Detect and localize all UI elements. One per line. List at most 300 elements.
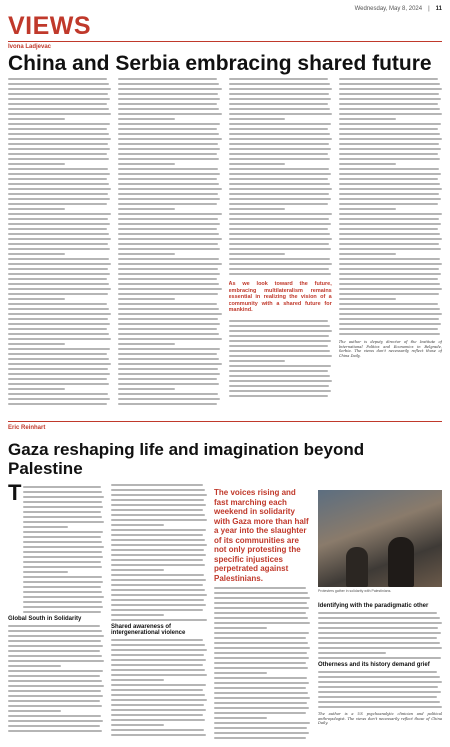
text-line — [8, 193, 108, 195]
text-line — [339, 93, 439, 95]
text-line — [214, 652, 307, 654]
text-line — [214, 592, 308, 594]
article2-column-4 — [318, 600, 442, 742]
text-line — [8, 715, 101, 717]
text-line — [229, 263, 332, 265]
text-line — [118, 393, 218, 395]
text-line — [339, 258, 440, 260]
text-line — [8, 640, 101, 642]
text-line — [8, 665, 61, 667]
text-line — [8, 725, 100, 727]
text-line — [229, 258, 330, 260]
text-line — [339, 118, 396, 120]
text-line — [214, 657, 309, 659]
text-line — [8, 203, 107, 205]
text-line — [229, 390, 331, 392]
text-line — [229, 385, 329, 387]
article1-column-4 — [339, 78, 442, 418]
text-line — [339, 173, 441, 175]
text-line — [111, 644, 205, 646]
text-line — [111, 514, 205, 516]
text-line — [118, 403, 217, 405]
text-line — [339, 263, 442, 265]
text-line — [23, 541, 102, 543]
text-line — [339, 243, 439, 245]
text-line — [8, 343, 65, 345]
text-line — [8, 258, 109, 260]
text-line — [23, 551, 101, 553]
text-line — [111, 614, 164, 616]
text-line — [229, 143, 329, 145]
text-line — [118, 103, 217, 105]
text-line — [111, 604, 206, 606]
text-line — [118, 83, 219, 85]
text-line — [111, 484, 203, 486]
text-line — [339, 168, 439, 170]
text-line — [8, 248, 110, 250]
text-line — [229, 325, 330, 327]
text-line — [229, 88, 332, 90]
text-line — [118, 128, 217, 130]
text-line — [214, 602, 307, 604]
text-line — [339, 198, 441, 200]
text-line — [8, 645, 103, 647]
text-line — [8, 710, 61, 712]
text-line — [118, 398, 220, 400]
text-line — [118, 113, 221, 115]
text-line — [8, 635, 104, 637]
text-line — [118, 213, 221, 215]
text-line — [23, 516, 102, 518]
text-line — [339, 138, 442, 140]
text-line — [111, 494, 207, 496]
text-line — [229, 395, 328, 397]
text-line — [339, 303, 438, 305]
text-line — [339, 233, 440, 235]
article2-author-bio: The author is a US psychoanalytic clinician and political anthropologist. The views don't necessarily reflect those of China Daily. — [318, 712, 442, 726]
text-line — [214, 667, 308, 669]
text-line — [118, 153, 217, 155]
text-line — [118, 203, 217, 205]
text-line — [339, 268, 439, 270]
text-line — [111, 734, 206, 736]
text-line — [339, 323, 441, 325]
text-line — [339, 188, 442, 190]
text-line — [8, 283, 109, 285]
text-line — [23, 511, 100, 513]
text-line — [8, 705, 102, 707]
text-line — [111, 534, 203, 536]
text-line — [229, 345, 328, 347]
text-line — [111, 724, 164, 726]
photo-caption: Protesters gather in solidarity with Palestinians. — [318, 589, 392, 593]
text-line — [23, 566, 102, 568]
text-line — [214, 662, 306, 664]
text-line — [8, 675, 100, 677]
text-line — [318, 676, 440, 678]
text-line — [214, 672, 267, 674]
text-line — [318, 632, 441, 634]
text-line — [111, 519, 207, 521]
text-line — [229, 320, 328, 322]
text-line — [214, 587, 306, 589]
text-line — [8, 198, 110, 200]
text-line — [8, 178, 107, 180]
text-line — [339, 318, 439, 320]
text-line — [229, 243, 329, 245]
text-line — [8, 118, 65, 120]
article2-pullquote: The voices rising and fast marching each weekend in solidarity with Gaza more than half a year into the slaughter of its communities are not only protesting the specific injustices perpetrated against Palestinians. — [214, 488, 309, 583]
text-line — [214, 617, 308, 619]
text-line — [23, 506, 103, 508]
text-line — [8, 625, 100, 627]
text-line — [8, 128, 107, 130]
text-line — [339, 238, 442, 240]
text-line — [118, 78, 217, 80]
article2-body — [8, 484, 310, 742]
text-line — [318, 637, 437, 639]
text-line — [214, 697, 310, 699]
text-line — [111, 674, 207, 676]
text-line — [8, 153, 107, 155]
header-separator: | — [428, 6, 430, 12]
text-line — [339, 183, 440, 185]
text-line — [339, 143, 439, 145]
text-line — [339, 253, 396, 255]
text-line — [118, 168, 218, 170]
text-line — [8, 228, 107, 230]
drop-cap: T — [8, 484, 22, 505]
text-line — [318, 696, 437, 698]
text-line — [229, 330, 332, 332]
text-line — [118, 198, 220, 200]
text-line — [214, 607, 309, 609]
text-line — [339, 133, 440, 135]
article1-byline: Ivona Ladjevac — [8, 44, 52, 50]
article2-subhead-2: Shared awareness of intergenerational violence — [111, 624, 186, 636]
article2-column-3 — [214, 484, 310, 742]
section-rule — [8, 41, 442, 42]
article2-subhead-3: Identifying with the paradigmatic other — [318, 603, 429, 609]
text-line — [8, 323, 110, 325]
text-line — [23, 591, 102, 593]
text-line — [8, 78, 107, 80]
text-line — [339, 128, 438, 130]
text-line — [111, 654, 204, 656]
text-line — [8, 670, 103, 672]
text-line — [214, 682, 309, 684]
text-line — [118, 98, 220, 100]
text-line — [8, 293, 108, 295]
text-line — [229, 98, 331, 100]
text-line — [229, 93, 329, 95]
text-line — [214, 732, 309, 734]
text-line — [23, 531, 103, 533]
text-line — [8, 148, 110, 150]
text-line — [339, 78, 438, 80]
text-line — [8, 333, 109, 335]
text-line — [229, 340, 331, 342]
text-line — [318, 647, 442, 649]
text-line — [229, 203, 328, 205]
text-line — [23, 501, 101, 503]
text-line — [118, 323, 220, 325]
text-line — [214, 612, 306, 614]
text-line — [118, 163, 175, 165]
text-line — [339, 298, 396, 300]
text-line — [118, 228, 217, 230]
text-line — [8, 690, 101, 692]
text-line — [214, 622, 310, 624]
text-line — [229, 168, 329, 170]
text-line — [214, 637, 306, 639]
text-line — [118, 328, 217, 330]
text-line — [339, 223, 441, 225]
text-line — [229, 188, 332, 190]
text-line — [8, 238, 111, 240]
text-line — [111, 559, 203, 561]
text-line — [229, 83, 330, 85]
text-line — [111, 649, 207, 651]
text-line — [229, 355, 332, 357]
text-line — [118, 218, 218, 220]
text-line — [111, 679, 164, 681]
text-line — [111, 669, 205, 671]
text-line — [23, 606, 103, 608]
text-line — [318, 627, 438, 629]
text-line — [214, 632, 309, 634]
text-line — [8, 660, 104, 662]
text-line — [339, 208, 396, 210]
text-line — [118, 313, 221, 315]
text-line — [8, 353, 107, 355]
text-line — [318, 622, 442, 624]
text-line — [214, 722, 310, 724]
article1-headline: China and Serbia embracing shared future — [8, 52, 432, 75]
text-line — [318, 706, 442, 708]
text-line — [118, 378, 217, 380]
text-line — [118, 338, 221, 340]
text-line — [8, 373, 110, 375]
text-line — [229, 148, 331, 150]
text-line — [214, 627, 267, 629]
text-line — [229, 360, 286, 362]
text-line — [118, 353, 217, 355]
text-line — [339, 203, 438, 205]
text-line — [111, 639, 203, 641]
text-line — [111, 609, 203, 611]
text-line — [229, 370, 328, 372]
text-line — [229, 183, 330, 185]
text-line — [8, 393, 108, 395]
text-line — [111, 564, 205, 566]
text-line — [8, 655, 102, 657]
text-line — [339, 83, 440, 85]
text-line — [111, 714, 203, 716]
text-line — [111, 709, 206, 711]
text-line — [8, 388, 65, 390]
text-line — [8, 183, 109, 185]
text-line — [229, 138, 332, 140]
text-line — [111, 599, 204, 601]
text-line — [118, 268, 218, 270]
text-line — [23, 536, 100, 538]
text-line — [229, 350, 330, 352]
text-line — [118, 298, 175, 300]
text-line — [8, 403, 107, 405]
photo-figure-right — [388, 537, 414, 587]
text-line — [214, 647, 310, 649]
text-line — [339, 178, 438, 180]
text-line — [118, 238, 221, 240]
text-line — [23, 596, 104, 598]
text-line — [229, 233, 330, 235]
text-line — [339, 123, 441, 125]
text-line — [118, 258, 219, 260]
text-line — [118, 253, 175, 255]
text-line — [229, 253, 286, 255]
text-line — [8, 318, 108, 320]
text-line — [339, 213, 442, 215]
text-line — [118, 88, 221, 90]
text-line — [8, 233, 109, 235]
text-line — [118, 223, 220, 225]
text-line — [8, 163, 65, 165]
text-line — [8, 383, 109, 385]
text-line — [339, 308, 440, 310]
text-line — [118, 178, 217, 180]
text-line — [8, 158, 109, 160]
text-line — [118, 333, 219, 335]
text-line — [214, 702, 307, 704]
article2-subhead-1: Global South in Solidarity — [8, 616, 82, 622]
text-line — [8, 700, 100, 702]
text-line — [339, 158, 440, 160]
text-line — [118, 358, 219, 360]
article2-photo — [318, 490, 442, 593]
text-line — [318, 686, 438, 688]
text-line — [111, 694, 205, 696]
text-line — [118, 208, 175, 210]
text-line — [229, 380, 332, 382]
text-line — [318, 701, 440, 703]
text-line — [118, 108, 219, 110]
text-line — [229, 228, 328, 230]
text-line — [8, 363, 111, 365]
text-line — [229, 163, 286, 165]
text-line — [8, 83, 109, 85]
text-line — [214, 707, 309, 709]
text-line — [339, 163, 396, 165]
article2-column-2 — [111, 484, 207, 742]
text-line — [118, 183, 219, 185]
text-line — [111, 659, 206, 661]
text-line — [8, 313, 111, 315]
text-line — [8, 213, 111, 215]
text-line — [214, 717, 267, 719]
text-line — [118, 273, 220, 275]
text-line — [8, 143, 108, 145]
text-line — [8, 303, 107, 305]
text-line — [8, 358, 109, 360]
article2-subhead-4: Otherness and its history demand grief — [318, 662, 430, 668]
text-line — [8, 113, 111, 115]
text-line — [339, 248, 441, 250]
text-line — [111, 664, 203, 666]
text-line — [118, 193, 218, 195]
page-number: 11 — [435, 6, 442, 12]
text-line — [318, 691, 441, 693]
text-line — [118, 303, 217, 305]
text-line — [111, 539, 205, 541]
text-line — [318, 671, 437, 673]
text-line — [214, 712, 306, 714]
text-line — [118, 368, 218, 370]
text-line — [23, 526, 67, 528]
text-line — [118, 158, 219, 160]
text-line — [118, 243, 218, 245]
text-line — [111, 499, 204, 501]
text-line — [118, 263, 221, 265]
text-line — [111, 569, 164, 571]
text-line — [339, 88, 442, 90]
text-line — [8, 273, 110, 275]
text-line — [111, 619, 207, 621]
article-divider — [8, 421, 442, 422]
text-line — [339, 313, 442, 315]
article1-column-1 — [8, 78, 111, 418]
text-line — [118, 93, 218, 95]
text-line — [8, 253, 65, 255]
text-line — [23, 556, 103, 558]
text-line — [229, 123, 331, 125]
text-line — [111, 689, 203, 691]
text-line — [118, 388, 175, 390]
text-line — [214, 692, 308, 694]
text-line — [8, 278, 107, 280]
text-line — [339, 333, 440, 335]
text-line — [118, 233, 219, 235]
text-line — [8, 720, 103, 722]
text-line — [8, 168, 108, 170]
text-line — [8, 208, 65, 210]
text-line — [23, 611, 100, 613]
text-line — [118, 118, 175, 120]
text-line — [339, 288, 442, 290]
photo-figure-left — [346, 547, 368, 587]
text-line — [8, 298, 65, 300]
article1-author-bio: The author is deputy director of the Institute of International Politics and Economics in Belgrade, Serbia. The views don't necessarily reflect those of China Daily. — [338, 340, 442, 358]
text-line — [23, 601, 101, 603]
text-line — [318, 652, 386, 654]
text-line — [111, 544, 207, 546]
text-line — [8, 93, 108, 95]
text-line — [118, 308, 219, 310]
text-line — [339, 103, 438, 105]
text-line — [8, 218, 108, 220]
text-line — [8, 328, 107, 330]
text-line — [111, 504, 206, 506]
text-line — [23, 586, 100, 588]
text-line — [229, 223, 331, 225]
text-line — [229, 153, 328, 155]
text-line — [339, 273, 441, 275]
text-line — [8, 288, 111, 290]
text-line — [23, 561, 100, 563]
text-line — [8, 103, 107, 105]
text-line — [8, 680, 102, 682]
text-line — [111, 729, 204, 731]
